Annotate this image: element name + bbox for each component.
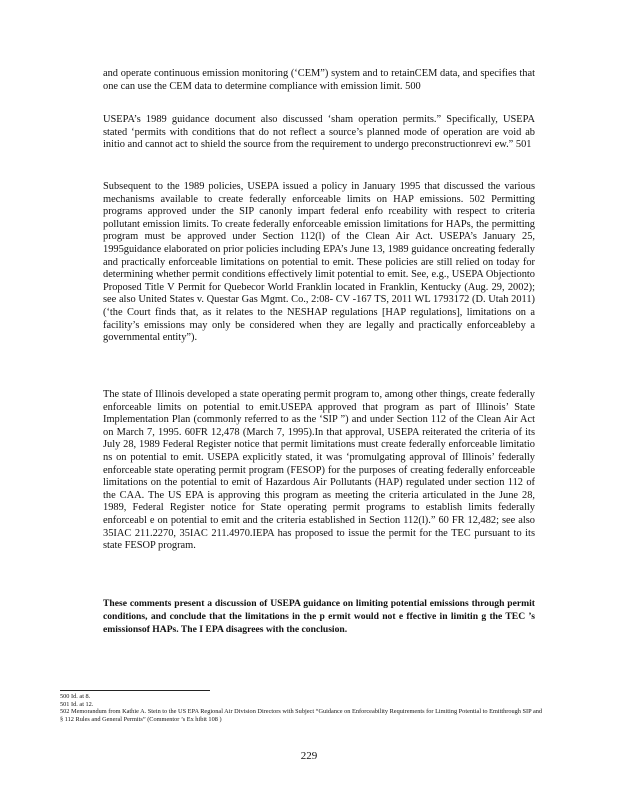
page-number: 229	[300, 750, 318, 762]
paragraph-text: and operate continuous emission monitoring (‘CEM”) system and to retainCEM data, and specifies that one can use the CEM data to determine compliance with emission limit. 500	[103, 68, 535, 92]
paragraph-text: Subsequent to the 1989 policies, USEPA issued a policy in January 1995 that discussed the various mechanisms available to create federally enforceable limits on HAP emissions. 502 Permitting programs approved under the SIP canonly impart federal enfo rceability with respect to criteria pollutant emission limits. To create federally enforceable emission limitations for HAPs, the permitting program must be approved under Section 112(l) of the Clean Air Act. USEPA’s January 25, 1995guidance elaborated on prior policies including EPA’s June 13, 1989 guidance oncreating federally and practically enforceable limitations on potential to emit. These policies are still relied on today for determining whether permit conditions effectively limit potential to emit. See, e.g., USEPA Objectionto Proposed Title V Permit for Quebecor World Franklin located in Franklin, Kentucky (Aug. 29, 2002); see also United States v. Questar Gas Mgmt. Co., 2:08- CV -167 TS, 2011 WL 1793172 (D. Utah 2011) (‘the Court finds that, as it relates to the NESHAP regulations [HAP regulations], limitations on a facility’s emissions may only be considered when they are legally and practically enforceableby a governmental entity”).	[103, 181, 535, 344]
footnote-501: 501 Id. at 12.	[60, 700, 94, 708]
paragraph-text: USEPA’s 1989 guidance document also discussed ‘sham operation permits.” Specifically, USEPA stated ‘permits with conditions that do not reflect a source’s planned mode of operation are void ab initio and cannot act to shield the source from the requirement to undergo preconstructionrevi ew.” 501	[103, 114, 535, 151]
footnote-divider	[60, 690, 210, 691]
paragraph-1995-policy	[103, 181, 535, 345]
paragraph-response-summary	[103, 597, 535, 637]
footnote-500: 500 Id. at 8.	[60, 693, 91, 700]
footnotes	[60, 693, 545, 723]
paragraph-text: The state of Illinois developed a state operating permit program to, among other things, create federally enforceable limits on potential to emit.USEPA approved that program as part of Illinois’ State Implementation Plan (commonly referred to as the ‘SIP ”) and under Section 112 of the Clean Air Act on March 7, 1995. 60FR 12,478 (March 7, 1995).In that approval, USEPA reiterated the criteria of its July 28, 1989 Federal Register notice that permit limitations must create federally enforceable limitatio ns on potential to emit. USEPA explicitly stated, it was ‘promulgating approval of Illinois’ federally enforceable state operating permit program (FESOP) for the purposes of creating federally enforceable limitations on the potential to emit of Hazardous Air Pollutants (HAP) regulated under section 112 of the CAA. The US EPA is approving this program as meeting the criteria articulated in the June 28, 1989, Federal Register notice for State operating permit programs to establish limits federally enforceabl e on potential to emit and the criteria established in Section 112(l).” 60 FR 12,482; see also 35IAC 211.2270, 35IAC 211.4970.IEPA has proposed to issue the permit for the TEC pursuant to its state FESOP program.	[103, 389, 535, 552]
paragraph-illinois-fesop	[103, 389, 535, 553]
paragraph-sham-permits	[103, 114, 535, 152]
paragraph-text: These comments present a discussion of USEPA guidance on limiting potential emissions through permit conditions, and conclude that the limitations in the p ermit would not e ffective in limitin g the TEC ’s emissionsof HAPs. The I EPA disagrees with the conclusion.	[103, 598, 535, 636]
paragraph-cem-monitoring	[103, 68, 535, 93]
footnote-502: 502 Memorandum from Kathie A. Stein to the US EPA Regional Air Division Directors with Subject “Guidance on Enforceability Requirements for Limiting Potential to Emitthrough SIP and § 112 Rules and General Permits” (Commentor ’s Ex hibit 108 )	[60, 708, 543, 723]
